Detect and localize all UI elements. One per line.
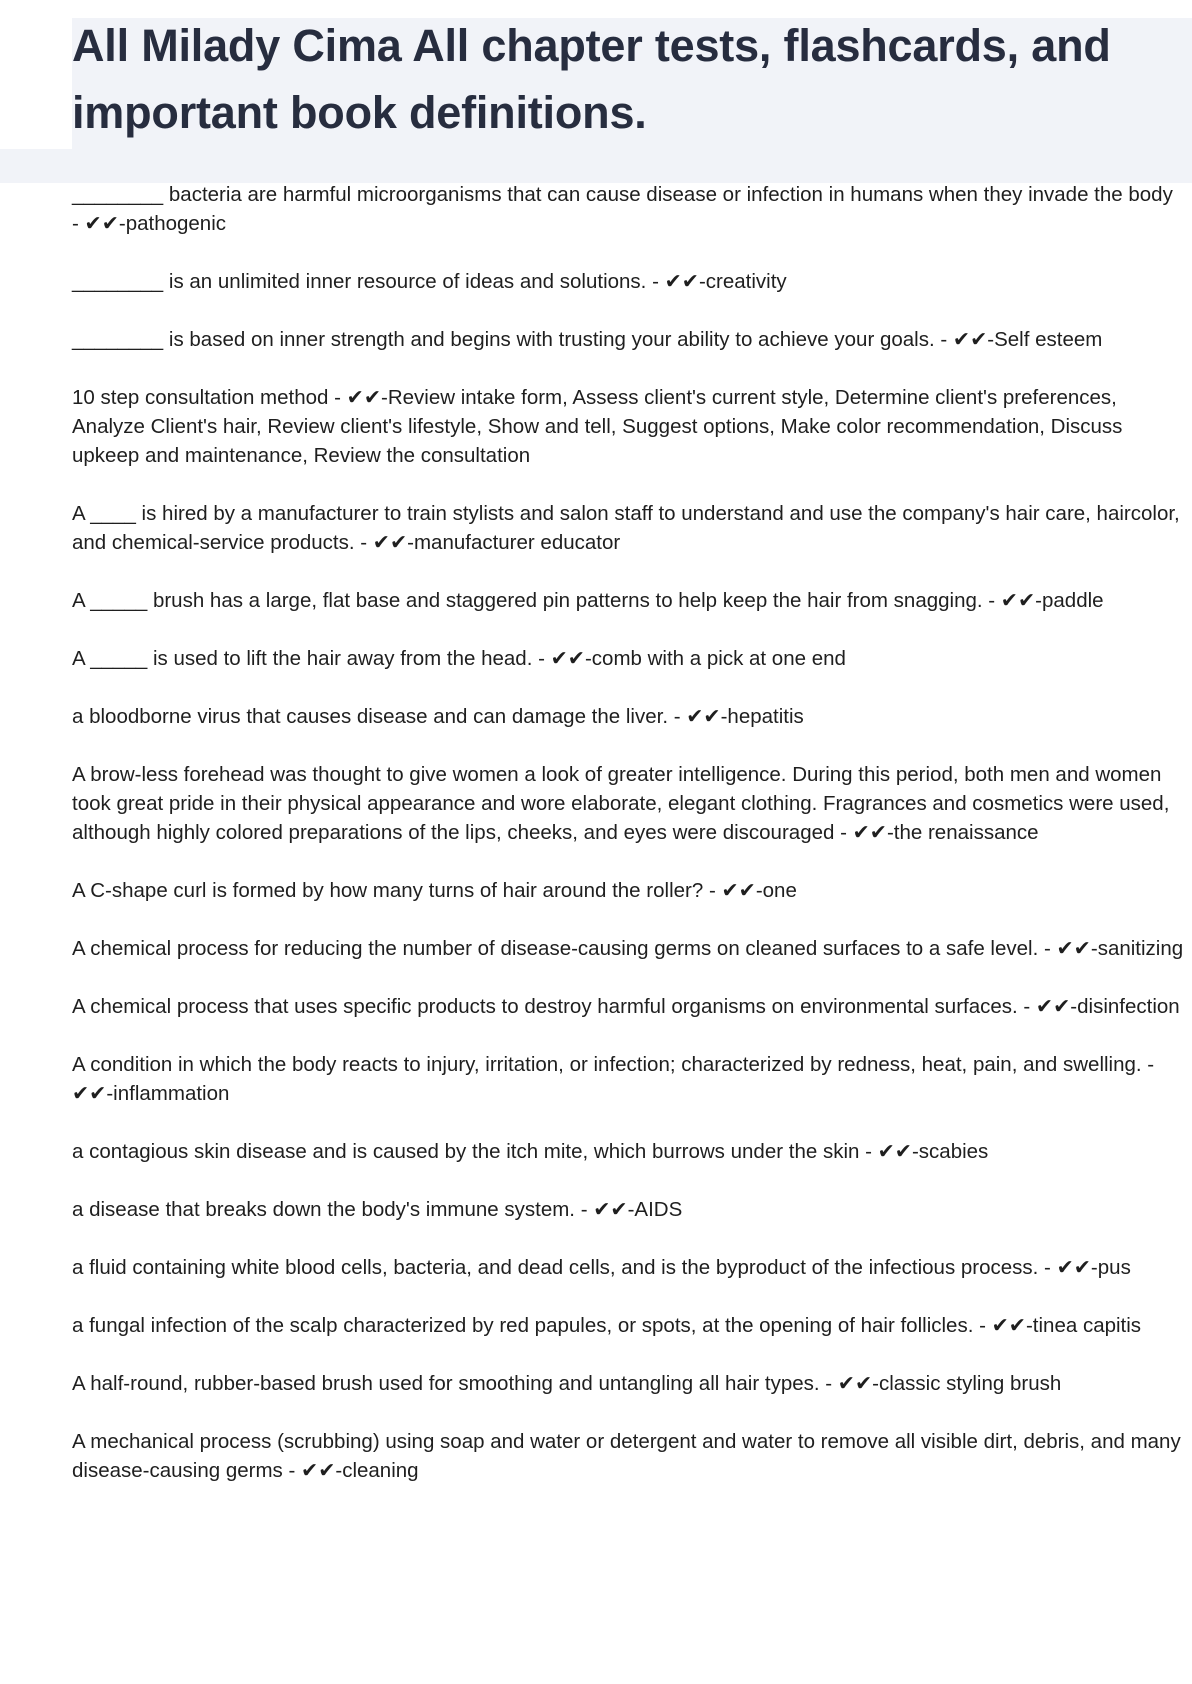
flashcard-entry: A chemical process that uses specific products to destroy harmful organisms on environmental surfaces. - ✔✔-disinfection [72, 995, 1180, 1018]
flashcard-entry: A _____ brush has a large, flat base and staggered pin patterns to help keep the hair from snagging. - ✔✔-paddle [72, 589, 1104, 612]
flashcard-entry: A brow-less forehead was thought to give women a look of greater intelligence. During this period, both men and women took great pride in their physical appearance and wore elaborate, elegant clothing. Fragrances and cosmetics were used, although highly colored preparations of the lips, cheeks, and eyes were discouraged - ✔✔-the renaissance [72, 763, 1170, 844]
flashcard-entry: a disease that breaks down the body's immune system. - ✔✔-AIDS [72, 1198, 683, 1221]
title-band-notch [0, 18, 72, 149]
flashcard-entry: A C-shape curl is formed by how many turns of hair around the roller? - ✔✔-one [72, 879, 797, 902]
flashcard-entry: A chemical process for reducing the number of disease-causing germs on cleaned surfaces to a safe level. - ✔✔-sanitizing [72, 937, 1184, 960]
flashcard-entry: 10 step consultation method - ✔✔-Review intake form, Assess client's current style, Determine client's preferences, Analyze Client's hair, Review client's lifestyle, Show and tell, Suggest options, Make color recommendation, Discuss upkeep and maintenance, Review the consultation [72, 386, 1123, 467]
flashcard-entry: a contagious skin disease and is caused by the itch mite, which burrows under the skin - ✔✔-scabies [72, 1140, 989, 1163]
flashcard-entry: A _____ is used to lift the hair away from the head. - ✔✔-comb with a pick at one end [72, 647, 846, 670]
flashcard-entry: a fungal infection of the scalp characterized by red papules, or spots, at the opening of hair follicles. - ✔✔-tinea capitis [72, 1314, 1142, 1337]
flashcard-list [72, 180, 1184, 1514]
flashcard-entry: A ____ is hired by a manufacturer to train stylists and salon staff to understand and use the company's hair care, haircolor, and chemical-service products. - ✔✔-manufacturer educator [72, 502, 1180, 554]
flashcard-entry: A condition in which the body reacts to injury, irritation, or infection; characterized by redness, heat, pain, and swelling. - ✔✔-inflammation [72, 1053, 1155, 1105]
flashcard-entry: ________ bacteria are harmful microorganisms that can cause disease or infection in humans when they invade the body - ✔✔-pathogenic [72, 183, 1173, 235]
flashcard-entry: A mechanical process (scrubbing) using soap and water or detergent and water to remove all visible dirt, debris, and many disease-causing germs - ✔✔-cleaning [72, 1430, 1181, 1482]
flashcard-entry: ________ is an unlimited inner resource of ideas and solutions. - ✔✔-creativity [72, 270, 787, 293]
flashcard-entry: ________ is based on inner strength and begins with trusting your ability to achieve your goals. - ✔✔-Self esteem [72, 328, 1103, 351]
flashcard-entry: a bloodborne virus that causes disease and can damage the liver. - ✔✔-hepatitis [72, 705, 804, 728]
document-title: All Milady Cima All chapter tests, flashcards, and important book definitions. [72, 20, 1111, 138]
flashcard-entry: A half-round, rubber-based brush used for smoothing and untangling all hair types. - ✔✔-classic styling brush [72, 1372, 1062, 1395]
flashcard-entry: a fluid containing white blood cells, bacteria, and dead cells, and is the byproduct of the infectious process. - ✔✔-pus [72, 1256, 1131, 1279]
